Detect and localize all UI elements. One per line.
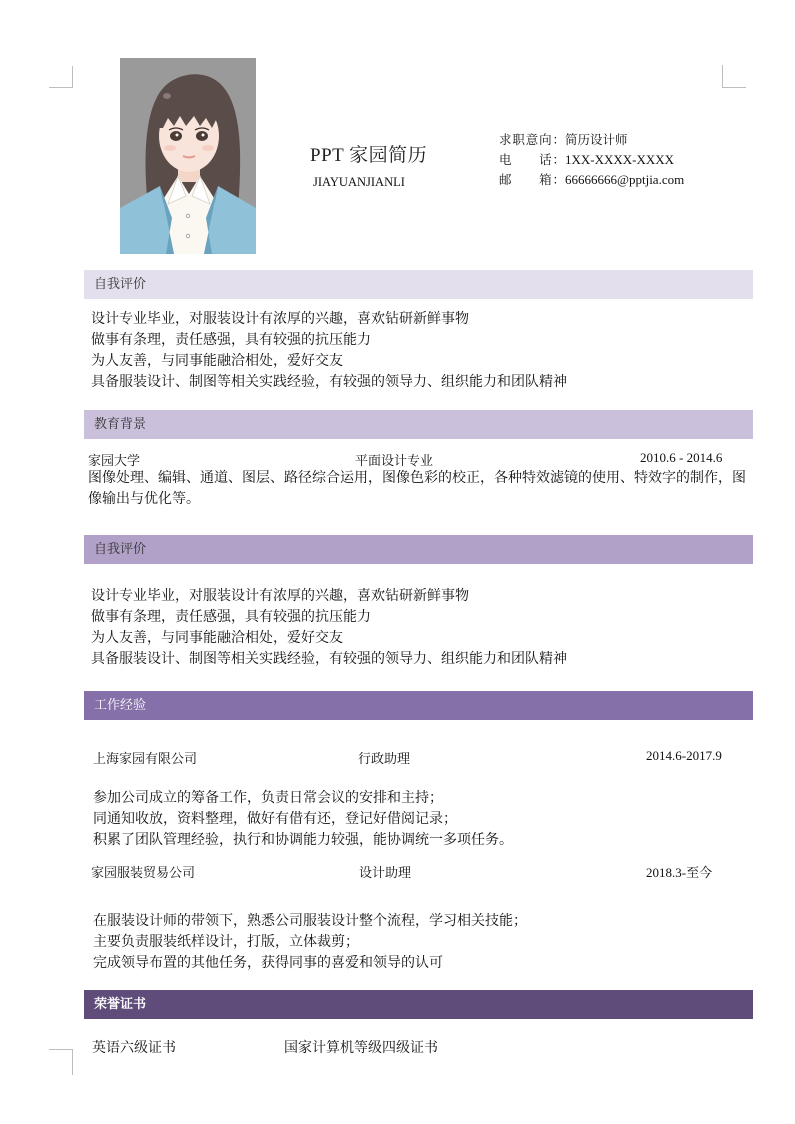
crop-mark-top-right [722,65,746,88]
section-header-work: 工作经验 [84,691,753,720]
crop-mark-top-left [49,66,73,88]
job-company: 家园服装贸易公司 [91,866,196,881]
contact-row-phone [499,150,684,170]
self-eval-2-line: 做事有条理，责任感强，具有较强的抗压能力 [91,609,371,625]
crop-mark-bottom-left [49,1049,73,1075]
job-duty-line: 参加公司成立的筹备工作，负责日常会议的安排和主持； [93,790,443,806]
section-header-honors: 荣誉证书 [84,990,753,1019]
job-duty-line: 同通知收放，资料整理，做好有借有还，登记好借阅记录； [93,811,457,827]
job-2-description [93,911,527,974]
phone-label: 电 话： [499,152,565,167]
portrait-illustration-icon [120,58,256,254]
certificate-item: 英语六级证书 [92,1040,176,1056]
job-company: 上海家园有限公司 [93,752,198,767]
contact-info [499,130,684,190]
self-eval-2-content [91,586,567,670]
objective-label: 求职意向： [499,132,565,147]
job-period: 2014.6-2017.9 [646,748,722,763]
job-period: 2018.3-至今 [646,865,713,880]
self-eval-1-line: 为人友善，与同事能融洽相处，爱好交友 [91,353,343,369]
job-duty-line: 积累了团队管理经验，执行和协调能力较强，能协调统一多项任务。 [93,832,513,848]
resume-title: PPT 家园简历 [310,145,428,166]
self-eval-1-content [91,309,567,393]
job-position: 设计助理 [359,866,412,881]
contact-row-email [499,170,684,190]
education-period: 2010.6 - 2014.6 [640,450,723,465]
section-header-self-eval-2: 自我评价 [84,535,753,564]
contact-row-objective [499,130,684,150]
education-description: 图像处理、编辑、通道、图层、路径综合运用，图像色彩的校正，各种特效滤镜的使用、特效字的制作，图像输出与优化等。 [88,470,746,507]
job-duty-line: 完成领导布置的其他任务，获得同事的喜爱和领导的认可 [93,955,443,971]
email-value: 66666666@pptjia.com [565,172,685,187]
profile-photo [120,58,256,254]
job-row-1 [93,748,733,768]
self-eval-1-line: 具备服装设计、制图等相关实践经验，有较强的领导力、组织能力和团队精神 [91,374,567,390]
self-eval-2-line: 设计专业毕业，对服装设计有浓厚的兴趣，喜欢钻研新鲜事物 [91,588,469,604]
school-name: 家园大学 [88,454,141,469]
education-row [88,450,738,470]
self-eval-1-line: 设计专业毕业，对服装设计有浓厚的兴趣，喜欢钻研新鲜事物 [91,311,469,327]
job-row-2 [93,862,733,882]
job-position: 行政助理 [358,752,411,767]
self-eval-2-line: 具备服装设计、制图等相关实践经验，有较强的领导力、组织能力和团队精神 [91,651,567,667]
phone-value: 1XX-XXXX-XXXX [565,152,675,167]
section-header-education: 教育背景 [84,410,753,439]
job-1-description [93,788,513,851]
email-label: 邮 箱： [499,172,565,187]
major-name: 平面设计专业 [355,454,434,469]
job-duty-line: 在服装设计师的带领下，熟悉公司服装设计整个流程，学习相关技能； [93,913,527,929]
resume-subtitle: JIAYUANJIANLI [313,175,405,189]
self-eval-1-line: 做事有条理，责任感强，具有较强的抗压能力 [91,332,371,348]
job-duty-line: 主要负责服装纸样设计，打版，立体裁剪； [93,934,359,950]
self-eval-2-line: 为人友善，与同事能融洽相处，爱好交友 [91,630,343,646]
section-header-self-eval-1: 自我评价 [84,270,753,299]
objective-value: 简历设计师 [565,132,628,147]
certificate-item: 国家计算机等级四级证书 [284,1040,438,1056]
